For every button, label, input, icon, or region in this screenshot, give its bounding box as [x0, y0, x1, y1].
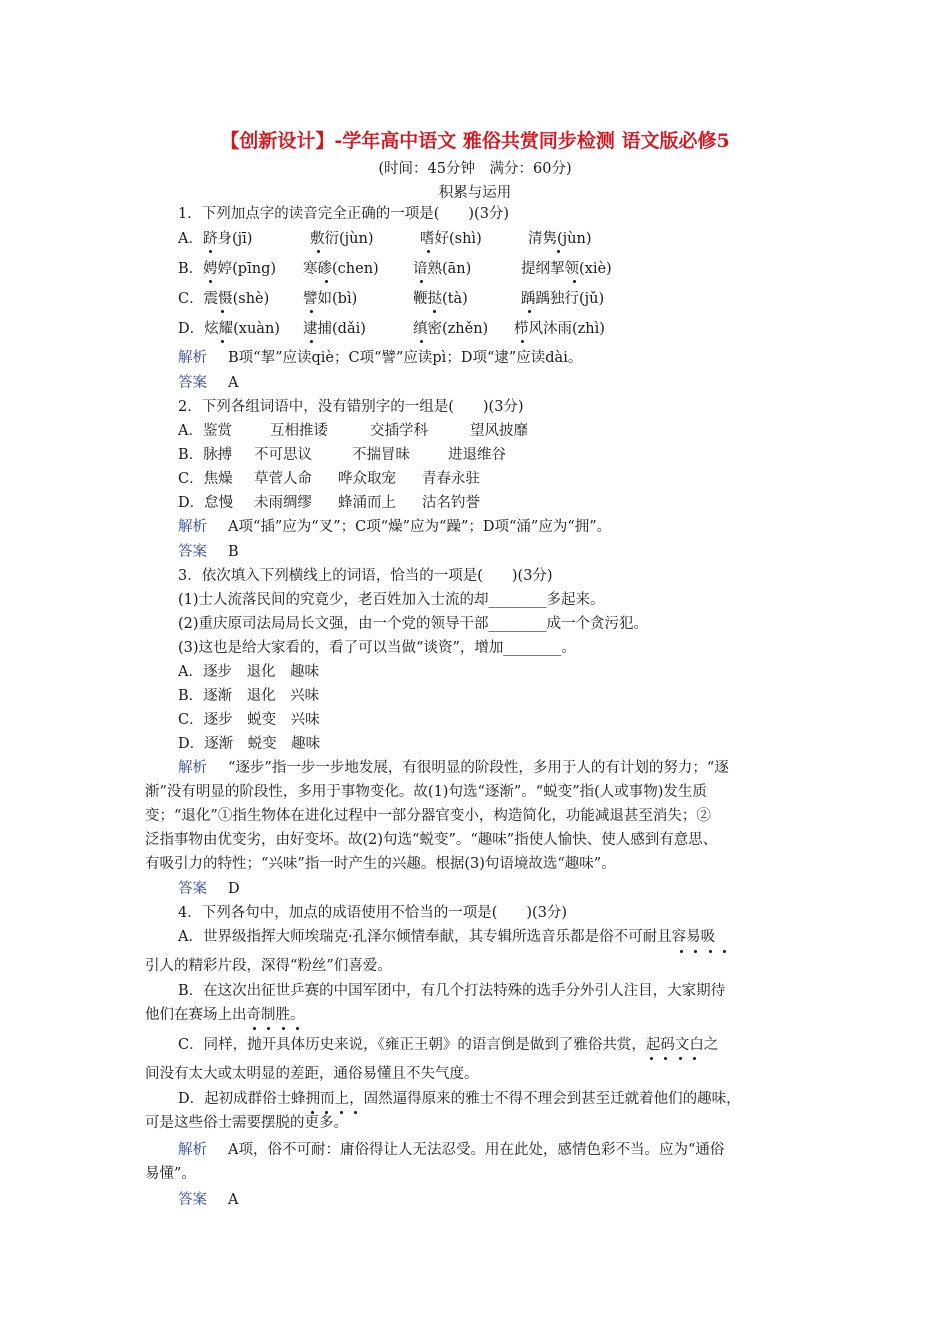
q1-option-a: A．跻身(jī) [178, 231, 253, 247]
emphasis-dot [310, 310, 313, 313]
emphasis-dot [282, 1027, 285, 1030]
q1-option-c: C．震慑(shè) [178, 291, 270, 307]
emphasis-dot [427, 250, 430, 253]
q1-option-b-word4: 提纲挈领(xiè) [521, 261, 612, 277]
q4-option-a-cont: 引人的精彩片段，深得“粉丝”们喜爱。 [145, 958, 392, 974]
emphasis-dot [680, 950, 683, 953]
q4-option-b: B．在这次出征世乒赛的中国军团中，有几个打法特殊的选手分外引人注目，大家期待 [178, 983, 726, 999]
emphasis-dot [325, 280, 328, 283]
emphasis-dot [267, 1027, 270, 1030]
emphasis-dot [420, 340, 423, 343]
q1-option-b: B．娉婷(pīng) [178, 261, 277, 277]
q1-option-c-word4: 踽踽独行(jǔ) [521, 291, 605, 307]
q1-option-d-word2: 逮捕(dǎi) [303, 321, 366, 337]
q2-option-b-word4: 进退维谷 [448, 447, 506, 463]
q4-analysis-line: A项，俗不可耐：庸俗得让人无法忍受。用在此处，感情色彩不当。应为“通俗 [228, 1142, 725, 1158]
q3-option-d: D．逐渐 蜕变 趣味 [178, 736, 321, 752]
q3-answer-label: 答案 [178, 881, 207, 897]
q1-analysis-label: 解析 [178, 350, 207, 366]
q2-option-b: B．脉搏 [178, 447, 233, 463]
q2-analysis-label: 解析 [178, 519, 207, 535]
time-info: (时间：45分钟 满分：60分) [378, 161, 572, 177]
q3-option-c: C．逐步 蜕变 兴味 [178, 712, 320, 728]
q1-option-b-word3: 谙熟(ān) [413, 261, 472, 277]
q3-option-a: A．逐步 退化 趣味 [178, 664, 319, 680]
q3-analysis-line: 变；“退化”①指生物体在进化过程中一部分器官变小，构造简化，功能减退甚至消失；② [145, 808, 711, 824]
q3-analysis-line: 有吸引力的特性；“兴味”指一时产生的兴趣。根据(3)句语境故选“趣味”。 [145, 856, 616, 872]
emphasis-dot [557, 250, 560, 253]
emphasis-dot [221, 340, 224, 343]
q3-stem: 3．依次填入下列横线上的词语，恰当的一项是( )(3分) [178, 568, 553, 584]
emphasis-dot [679, 1057, 682, 1060]
q4-option-b-cont: 他们在赛场上出奇制胜。 [145, 1007, 305, 1023]
q1-option-d-word3: 缜密(zhěn) [413, 321, 489, 337]
q3-option-b: B．逐渐 退化 兴味 [178, 688, 320, 704]
emphasis-dot [253, 1027, 256, 1030]
q3-sentence-1: (1)士人流落民间的究竟少，老百姓加入士流的却________多起来。 [178, 592, 605, 608]
emphasis-dot [420, 280, 423, 283]
q3-analysis-label: 解析 [178, 760, 207, 776]
q2-stem: 2．下列各组词语中，没有错别字的一组是( )(3分) [178, 399, 524, 415]
q1-answer-value: A [228, 375, 239, 391]
emphasis-dot [650, 1057, 653, 1060]
q2-option-a: A．鉴赏 [178, 423, 232, 439]
q2-option-b-word2: 不可思议 [254, 447, 312, 463]
emphasis-dot [325, 1111, 328, 1114]
q4-analysis-line: 易懂”。 [145, 1166, 196, 1182]
emphasis-dot [354, 1111, 357, 1114]
emphasis-dot [709, 950, 712, 953]
q1-option-a-word4: 清隽(jùn) [528, 231, 592, 247]
q2-option-a-word3: 交插学科 [370, 423, 428, 439]
q2-option-b-word3: 不揣冒昧 [352, 447, 410, 463]
q2-option-a-word4: 望风披靡 [470, 423, 528, 439]
section-heading: 积累与运用 [438, 185, 512, 201]
q2-option-d-word2: 未雨绸缪 [254, 495, 312, 511]
emphasis-dot [296, 1027, 299, 1030]
q2-option-d-word3: 蜂涌而上 [338, 495, 396, 511]
q4-analysis-label: 解析 [178, 1142, 207, 1158]
emphasis-dot [433, 310, 436, 313]
q1-option-d: D．炫耀(xuàn) [178, 321, 280, 337]
q4-option-d-cont: 可是这些俗士需要摆脱的更多。 [145, 1115, 348, 1131]
emphasis-dot [573, 280, 576, 283]
q4-answer-label: 答案 [178, 1192, 207, 1208]
document-title: 【创新设计】-学年高中语文 雅俗共赏同步检测 语文版必修5 [220, 130, 730, 152]
q2-analysis-text: A项“插”应为“叉”；C项“燥”应为“躁”；D项“涌”应为“拥”。 [228, 519, 612, 535]
q2-option-d-word4: 沽名钓誉 [422, 495, 480, 511]
q2-option-c-word2: 草菅人命 [254, 471, 312, 487]
q1-stem: 1．下列加点字的读音完全正确的一项是( )(3分) [178, 206, 510, 222]
q4-option-d: D．起初成群俗士蜂拥而上，固然逼得原来的雅士不得不理会到甚至迁就着他们的趣味， [178, 1091, 741, 1107]
emphasis-dot [340, 1111, 343, 1114]
emphasis-dot [317, 250, 320, 253]
q4-option-a: A．世界级指挥大师埃瑞克·孔泽尔倾情奉献，其专辑所选音乐都是俗不可耐且容易吸 [178, 929, 716, 945]
q2-answer-label: 答案 [178, 544, 207, 560]
emphasis-dot [209, 280, 212, 283]
q1-option-a-word2: 敷衍(jùn) [310, 231, 374, 247]
emphasis-dot [694, 950, 697, 953]
q1-analysis-text: B项“挈”应读qiè；C项“譬”应读pì；D项“逮”应读dài。 [228, 350, 583, 366]
q1-option-a-word3: 嗜好(shì) [420, 231, 482, 247]
q1-answer-label: 答案 [178, 375, 207, 391]
q2-answer-value: B [228, 544, 239, 560]
q2-option-c: C．焦燥 [178, 471, 233, 487]
emphasis-dot [528, 310, 531, 313]
q1-option-d-word4: 栉风沐雨(zhì) [514, 321, 605, 337]
emphasis-dot [664, 1057, 667, 1060]
q4-answer-value: A [228, 1192, 239, 1208]
q4-option-c-cont: 间没有太大或太明显的差距，通俗易懂且不失气度。 [145, 1066, 479, 1082]
emphasis-dot [521, 340, 524, 343]
q1-option-c-word3: 鞭挞(tà) [413, 291, 468, 307]
emphasis-dot [311, 1111, 314, 1114]
q2-option-c-word4: 青春永驻 [422, 471, 480, 487]
q3-analysis-line: 渐”没有明显的阶段性，多用于事物变化。故(1)句选“逐渐”。“蜕变”指(人或事物)发生质 [145, 784, 707, 800]
q1-option-c-word2: 譬如(bì) [303, 291, 358, 307]
emphasis-dot [693, 1057, 696, 1060]
emphasis-dot [723, 950, 726, 953]
q3-analysis-line: 泛指事物由优变劣，由好变坏。故(2)句选“蜕变”。“趣味”指使人愉快、使人感到有意思、 [145, 832, 718, 848]
q1-option-b-word2: 寒碜(chen) [303, 261, 379, 277]
emphasis-dot [221, 310, 224, 313]
q3-sentence-2: (2)重庆原司法局局长文强，由一个党的领导干部________成一个贪污犯。 [178, 616, 649, 632]
q3-analysis-line: “逐步”指一步一步地发展，有很明显的阶段性，多用于人的有计划的努力；“逐 [228, 760, 729, 776]
emphasis-dot [209, 250, 212, 253]
q4-stem: 4．下列各句中，加点的成语使用不恰当的一项是( )(3分) [178, 905, 568, 921]
q2-option-d: D．怠慢 [178, 495, 234, 511]
q2-option-c-word3: 哗众取宠 [338, 471, 396, 487]
q3-answer-value: D [228, 881, 240, 897]
q2-option-a-word2: 互相推诿 [270, 423, 328, 439]
q4-option-c: C．同样，抛开具体历史来说，《雍正王朝》的语言倒是做到了雅俗共赏，起码文白之 [178, 1037, 719, 1053]
q3-sentence-3: (3)这也是给大家看的，看了可以当做“谈资”，增加________。 [178, 640, 576, 656]
emphasis-dot [310, 340, 313, 343]
